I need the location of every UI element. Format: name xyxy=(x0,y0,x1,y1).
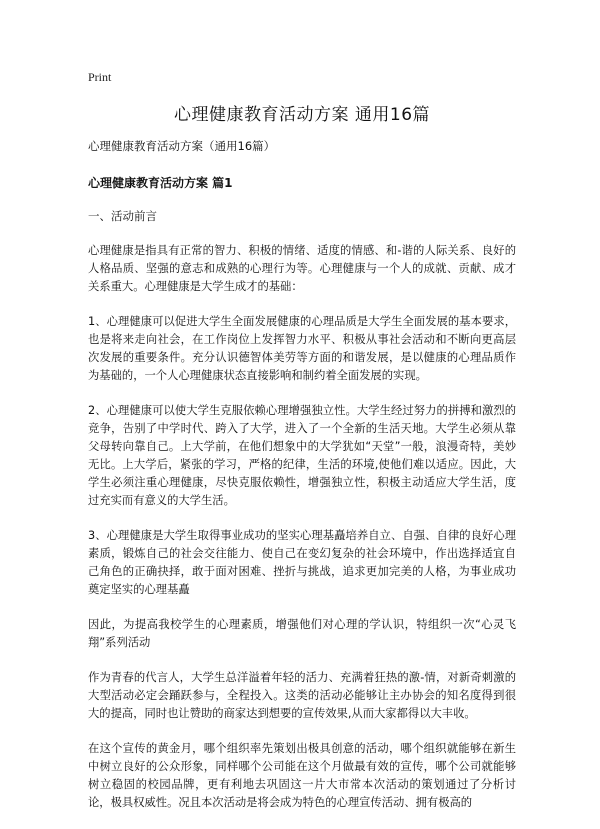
print-label: Print xyxy=(88,70,112,84)
section-heading: 心理健康教育活动方案 篇1 xyxy=(88,176,233,190)
sub-heading: 一、活动前言 xyxy=(88,209,157,223)
paragraph: 3、心理健康是大学生取得事业成功的坚实心理基矗培养自立、自强、自律的良好心理素质，锻炼自己的社会交往能力、使自己在变幻复杂的社会环境中，作出选择适宜自己角色的正确抉择，敢于面对困难、挫折与挑战，追求更加完美的人格，为事业成功奠定坚实的心理基矗 xyxy=(88,529,516,596)
document-title: 心理健康教育活动方案 通用16篇 xyxy=(173,105,431,125)
paragraph: 1、心理健康可以促进大学生全面发展健康的心理品质是大学生全面发展的基本要求，也是将来走向社会，在工作岗位上发挥智力水平、积极从事社会活动和不断向更高层次发展的重要条件。充分认识德智体美劳等方面的和谐发展，是以健康的心理品质作为基础的，一个人心理健康状态直接影响和制约着全面发展的实现。 xyxy=(88,315,516,382)
paragraph: 心理健康是指具有正常的智力、积极的情绪、适度的情感、和-谐的人际关系、良好的人格品质、坚强的意志和成熟的心理行为等。心理健康与一个人的成就、贡献、成才关系重大。心理健康是大学生成才的基础： xyxy=(88,244,516,293)
document-subtitle: 心理健康教育活动方案（通用16篇） xyxy=(88,139,276,153)
document-page xyxy=(88,70,516,829)
paragraph: 作为青春的代言人，大学生总洋溢着年轻的活力、充满着狂热的激-情，对新奇刺激的大型活动必定会踊跃参与，全程投入。这类的活动必能够让主办协会的知名度得到很大的提高，同时也让赞助的商家达到想要的宣传效果,从而大家都得以大丰收。 xyxy=(88,671,516,720)
paragraph: 2、心理健康可以使大学生克服依赖心理增强独立性。大学生经过努力的拼搏和激烈的竞争，告别了中学时代、跨入了大学，进入了一个全新的生活天地。大学生必须从靠父母转向靠自己。上大学前，在他们想象中的大学犹如“天堂”一般，浪漫奇特，美妙无比。上大学后，紧张的学习，严格的纪律，生活的环境,使他们难以适应。因此，大学生必须注重心理健康，尽快克服依赖性，增强独立性，积极主动适应大学生活，度过充实而有意义的大学生活。 xyxy=(88,404,516,507)
paragraph: 在这个宣传的黄金月，哪个组织率先策划出极具创意的活动，哪个组织就能够在新生中树立良好的公众形象，同样哪个公司能在这个月做最有效的宣传，哪个公司就能够树立稳固的校园品牌，更有利地去巩固这一片大市常本次活动的策划通过了分析讨论，极具权威性。况且本次活动是将会成为特色的心理宣传活动、拥有极高的 xyxy=(88,742,516,809)
paragraph: 因此，为提高我校学生的心理素质，增强他们对心理的学认识，特组织一次“心灵飞翔”系列活动 xyxy=(88,618,516,649)
